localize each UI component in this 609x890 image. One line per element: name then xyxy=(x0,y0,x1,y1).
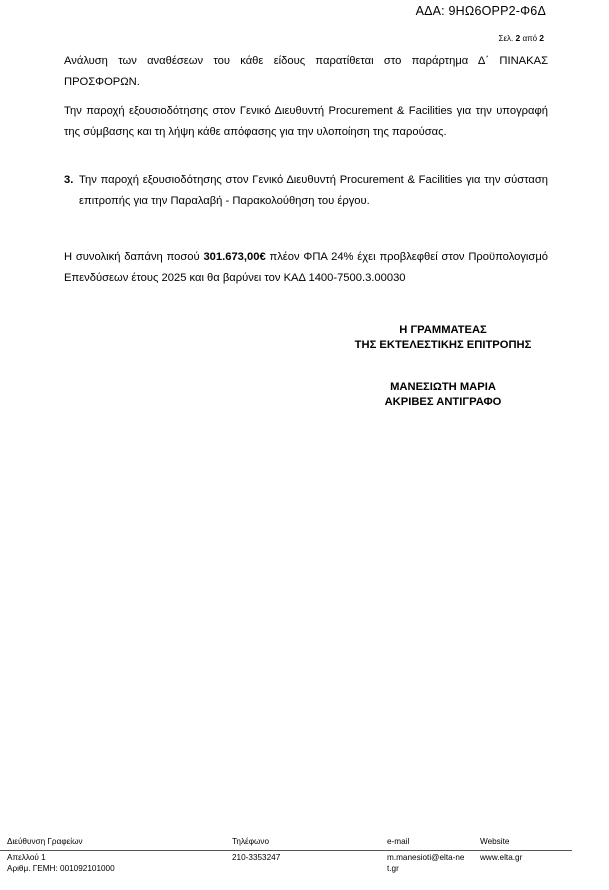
footer-address xyxy=(7,836,115,874)
paragraph-budget xyxy=(64,247,548,289)
page-separator: από xyxy=(522,34,538,43)
signature-name-block xyxy=(300,380,586,409)
page-number xyxy=(499,33,545,43)
email-value[interactable]: m.manesioti@elta-net.gr xyxy=(387,853,465,873)
website-label: Website xyxy=(480,837,510,846)
footer-email xyxy=(387,836,467,874)
ada-code: ΑΔΑ: 9ΗΩ6ΟΡΡ2-Φ6Δ xyxy=(415,4,546,18)
phone-label: Τηλέφωνο xyxy=(232,837,270,846)
page-prefix: Σελ. xyxy=(498,34,514,43)
address-line1: Απελλού 1 xyxy=(7,853,46,862)
page-total: 2 xyxy=(539,33,544,43)
address-line2: Αριθμ. ΓΕΜΗ: 001092101000 xyxy=(7,864,115,873)
footer-phone xyxy=(232,836,280,863)
phone-value: 210-3353247 xyxy=(232,853,281,862)
budget-text-before: Η συνολική δαπάνη ποσού xyxy=(64,251,204,263)
footer-website xyxy=(480,836,522,863)
signatory-name: ΜΑΝΕΣΙΩΤΗ ΜΑΡΙΑ xyxy=(390,381,496,393)
certified-copy-note: ΑΚΡΙΒΕΣ ΑΝΤΙΓΡΑΦΟ xyxy=(384,395,502,408)
address-label: Διεύθυνση Γραφείων xyxy=(7,837,83,846)
page-current: 2 xyxy=(515,33,521,43)
email-label: e-mail xyxy=(387,837,410,846)
signature-role-line1: Η ΓΡΑΜΜΑΤΕΑΣ xyxy=(399,324,487,336)
paragraph-analysis: Ανάλυση των αναθέσεων του κάθε είδους παρατίθεται στο παράρτημα Δ΄ ΠΙΝΑΚΑΣ ΠΡΟΣΦΟΡΩΝ. xyxy=(64,55,548,88)
numbered-item-3 xyxy=(64,170,548,212)
paragraph-authorization-signing: Την παροχή εξουσιοδότησης στον Γενικό Διευθυντή Procurement & Facilities για την υπογραφή της σύμβασης και τη λήψη κάθε απόφασης για την υλοποίηση της παρούσας. xyxy=(64,105,548,138)
signature-role-line2: ΤΗΣ ΕΚΤΕΛΕΣΤΙΚΗΣ ΕΠΙΤΡΟΠΗΣ xyxy=(354,338,532,351)
budget-text-after: πλέον ΦΠΑ 24% έχει προβλεφθεί στον Προϋπολογισμό Επενδύσεων έτους 2025 και θα βαρύνει τον ΚΑΔ 1400-7500.3.00030 xyxy=(64,251,548,284)
budget-amount: 301.673,00€ xyxy=(203,251,266,263)
item-text: Την παροχή εξουσιοδότησης στον Γενικό Διευθυντή Procurement & Facilities για την σύσταση επιτροπής για την Παραλαβή - Παρακολούθηση του έργου. xyxy=(79,174,548,207)
signature-role xyxy=(300,323,586,352)
website-value[interactable]: www.elta.gr xyxy=(480,853,523,862)
item-number: 3. xyxy=(64,174,74,186)
